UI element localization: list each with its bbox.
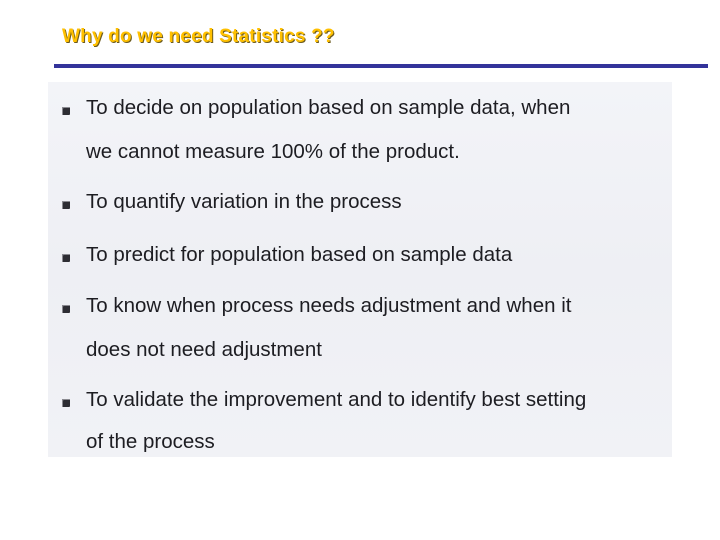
- bullet-text-continued: does not need adjustment: [86, 338, 322, 361]
- bullet-panel: [48, 82, 672, 457]
- bullet-text: To know when process needs adjustment and when it: [86, 294, 572, 317]
- bullet-text: To predict for population based on sample data: [86, 243, 513, 266]
- bullet-text: To decide on population based on sample data, when: [86, 96, 571, 119]
- bullet-text: To quantify variation in the process: [86, 190, 402, 213]
- bullet-square-icon: [62, 399, 70, 407]
- bullet-text-continued: we cannot measure 100% of the product.: [86, 140, 460, 163]
- bullet-square-icon: [62, 201, 70, 209]
- title-divider: [54, 64, 708, 68]
- bullet-square-icon: [62, 305, 70, 313]
- bullet-square-icon: [62, 107, 70, 115]
- bullet-text: To validate the improvement and to identify best setting: [86, 388, 587, 411]
- slide-title: Why do we need Statistics ??: [62, 26, 335, 47]
- bullet-square-icon: [62, 254, 70, 262]
- bullet-text-continued: of the process: [86, 430, 215, 453]
